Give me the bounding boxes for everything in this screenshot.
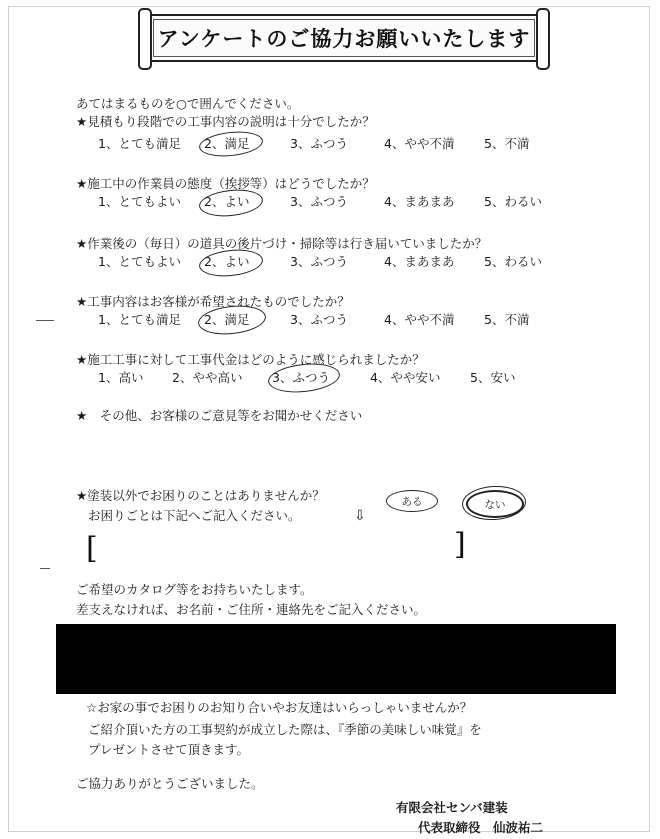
q5-option-5[interactable]: 5、安い (470, 370, 516, 385)
choice-no-label: ない (484, 498, 506, 511)
trouble-answer-area[interactable] (104, 538, 444, 568)
q3-option-5[interactable]: 5、わるい (484, 254, 542, 269)
q4-option-3[interactable]: 3、ふつう (290, 312, 348, 327)
representative-name: 代表取締役 仙波祐二 (418, 820, 544, 835)
scan-mark (40, 568, 50, 569)
q1-option-3[interactable]: 3、ふつう (290, 136, 348, 151)
catalog-text-2: 差支えなければ、お名前・ご住所・連絡先をご記入ください。 (76, 602, 427, 617)
question-1-text: ★見積もり段階での工事内容の説明は十分でしたか？ (76, 114, 375, 129)
q3-option-2[interactable]: 2、よい (204, 254, 250, 269)
title-banner (148, 14, 540, 62)
catalog-text-1: ご希望のカタログ等をお持ちいたします。 (76, 582, 313, 597)
referral-text-1: ☆お家の事でお困りのお知り合いやお友達はいらっしゃいませんか？ (86, 700, 473, 715)
q5-option-4[interactable]: 4、やや安い (370, 370, 441, 385)
instruction-text: あてはまるものを○で囲んでください。 (76, 96, 300, 111)
q5-option-3[interactable]: 3、ふつう (272, 370, 330, 385)
choice-yes-label: ある (401, 495, 423, 508)
q1-option-5[interactable]: 5、不満 (484, 136, 530, 151)
q4-option-4[interactable]: 4、やや不満 (384, 312, 455, 327)
choice-yes[interactable] (386, 490, 438, 512)
q4-option-5[interactable]: 5、不満 (484, 312, 530, 327)
q3-option-1[interactable]: 1、とてもよい (98, 254, 181, 269)
q2-option-4[interactable]: 4、まあまあ (384, 194, 455, 209)
trouble-question: ★塗装以外でお困りのことはありませんか？ (76, 488, 325, 503)
question-2-text: ★施工中の作業員の態度（挨拶等）はどうでしたか？ (76, 176, 375, 191)
comments-prompt: ★ その他、お客様のご意見等をお聞かせください (76, 408, 363, 423)
q1-option-4[interactable]: 4、やや不満 (384, 136, 455, 151)
scan-mark (36, 320, 54, 321)
referral-text-2: ご紹介頂いた方の工事契約が成立した際は、『季節の美味しい味覚』を (88, 722, 482, 737)
q1-option-2[interactable]: 2、満足 (204, 136, 250, 151)
q2-option-2[interactable]: 2、よい (204, 194, 250, 209)
q1-option-1[interactable]: 1、とても満足 (98, 136, 181, 151)
down-arrow-icon: ⇩ (354, 508, 366, 524)
q2-option-1[interactable]: 1、とてもよい (98, 194, 181, 209)
q5-option-2[interactable]: 2、やや高い (172, 370, 243, 385)
q3-option-4[interactable]: 4、まあまあ (384, 254, 455, 269)
question-3-text: ★作業後の（毎日）の道具の後片づけ・掃除等は行き届いていましたか？ (76, 236, 488, 251)
question-4-text: ★工事内容はお客様が希望されたものでしたか？ (76, 294, 350, 309)
answer-bracket-close: ] (454, 527, 466, 562)
trouble-note: お困りごとは下記へご記入ください。 (88, 508, 301, 523)
q2-option-3[interactable]: 3、ふつう (290, 194, 348, 209)
q5-option-1[interactable]: 1、高い (98, 370, 144, 385)
question-5-text: ★施工工事に対して工事代金はどのように感じられましたか？ (76, 352, 425, 367)
page-title: アンケートのご協力お願いいたします (157, 27, 531, 51)
company-name: 有限会社センバ建装 (396, 800, 508, 815)
q2-option-5[interactable]: 5、わるい (484, 194, 542, 209)
q4-option-2[interactable]: 2、満足 (204, 312, 250, 327)
referral-text-3: プレゼントさせて頂きます。 (88, 742, 250, 757)
redacted-contact-area (56, 624, 616, 694)
q4-option-1[interactable]: 1、とても満足 (98, 312, 181, 327)
thanks-text: ご協力ありがとうございました。 (76, 776, 264, 791)
answer-bracket-open: [ (86, 531, 98, 566)
q3-option-3[interactable]: 3、ふつう (290, 254, 348, 269)
